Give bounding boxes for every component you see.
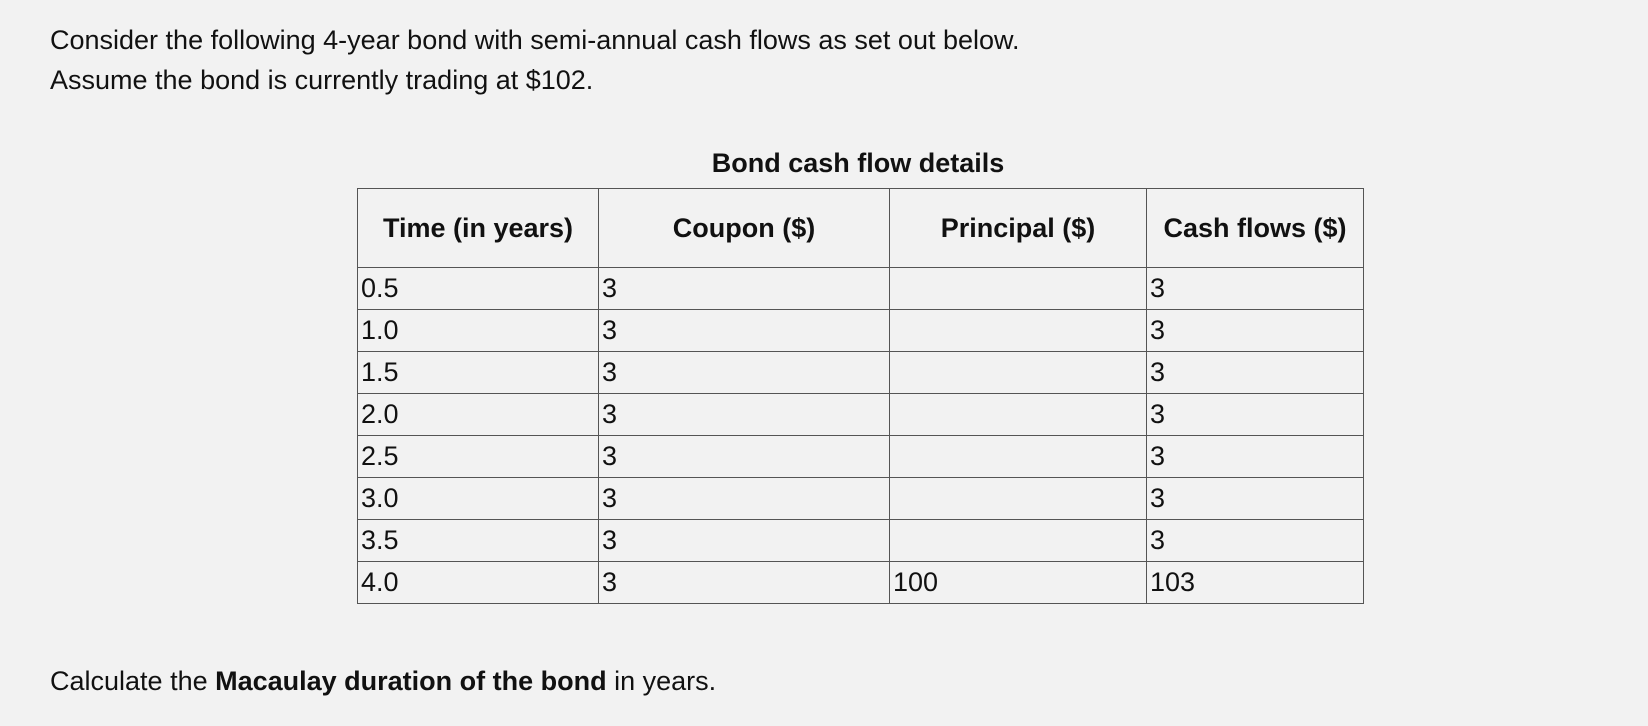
- cell-coupon: 3: [599, 436, 890, 478]
- cell-principal: [890, 394, 1147, 436]
- intro-line-1: Consider the following 4-year bond with semi-annual cash flows as set out below.: [50, 25, 1020, 55]
- cell-time: 3.5: [358, 520, 599, 562]
- cell-coupon: 3: [599, 520, 890, 562]
- table-row: [358, 562, 1364, 604]
- table-row: [358, 394, 1364, 436]
- header-cash-flows: Cash flows ($): [1147, 189, 1364, 268]
- table-row: [358, 436, 1364, 478]
- cell-time: 2.5: [358, 436, 599, 478]
- cell-cash-flow: 3: [1147, 436, 1364, 478]
- cell-coupon: 3: [599, 562, 890, 604]
- cell-time: 1.0: [358, 310, 599, 352]
- cell-cash-flow: 3: [1147, 352, 1364, 394]
- table-row: [358, 310, 1364, 352]
- header-principal: Principal ($): [890, 189, 1147, 268]
- cell-principal: [890, 520, 1147, 562]
- cell-cash-flow: 3: [1147, 478, 1364, 520]
- cell-coupon: 3: [599, 478, 890, 520]
- cell-principal: [890, 436, 1147, 478]
- cell-principal: [890, 268, 1147, 310]
- question-prefix: Calculate the: [50, 666, 216, 696]
- cell-coupon: 3: [599, 394, 890, 436]
- table-body: [358, 268, 1364, 604]
- cell-time: 2.0: [358, 394, 599, 436]
- question-suffix: in years.: [606, 666, 717, 696]
- cell-principal: [890, 310, 1147, 352]
- question-text: [50, 666, 716, 697]
- cell-cash-flow: 3: [1147, 520, 1364, 562]
- table-header-row: [358, 189, 1364, 268]
- cell-coupon: 3: [599, 310, 890, 352]
- table-caption: Bond cash flow details: [711, 148, 1005, 178]
- intro-line-2: Assume the bond is currently trading at $102.: [50, 65, 594, 95]
- cell-coupon: 3: [599, 268, 890, 310]
- question-emphasis: Macaulay duration of the bond: [215, 666, 607, 696]
- cell-principal: [890, 352, 1147, 394]
- cell-time: 0.5: [358, 268, 599, 310]
- cell-cash-flow: 3: [1147, 310, 1364, 352]
- bond-cash-flow-table: [357, 188, 1364, 604]
- header-time: Time (in years): [358, 189, 599, 268]
- table-row: [358, 268, 1364, 310]
- cell-principal: [890, 478, 1147, 520]
- table-row: [358, 520, 1364, 562]
- cell-time: 1.5: [358, 352, 599, 394]
- cell-cash-flow: 3: [1147, 394, 1364, 436]
- cell-coupon: 3: [599, 352, 890, 394]
- cell-principal: 100: [890, 562, 1147, 604]
- cell-cash-flow: 3: [1147, 268, 1364, 310]
- problem-intro: [50, 20, 1020, 100]
- table-row: [358, 352, 1364, 394]
- header-coupon: Coupon ($): [599, 189, 890, 268]
- table-row: [358, 478, 1364, 520]
- cell-time: 4.0: [358, 562, 599, 604]
- cell-cash-flow: 103: [1147, 562, 1364, 604]
- cell-time: 3.0: [358, 478, 599, 520]
